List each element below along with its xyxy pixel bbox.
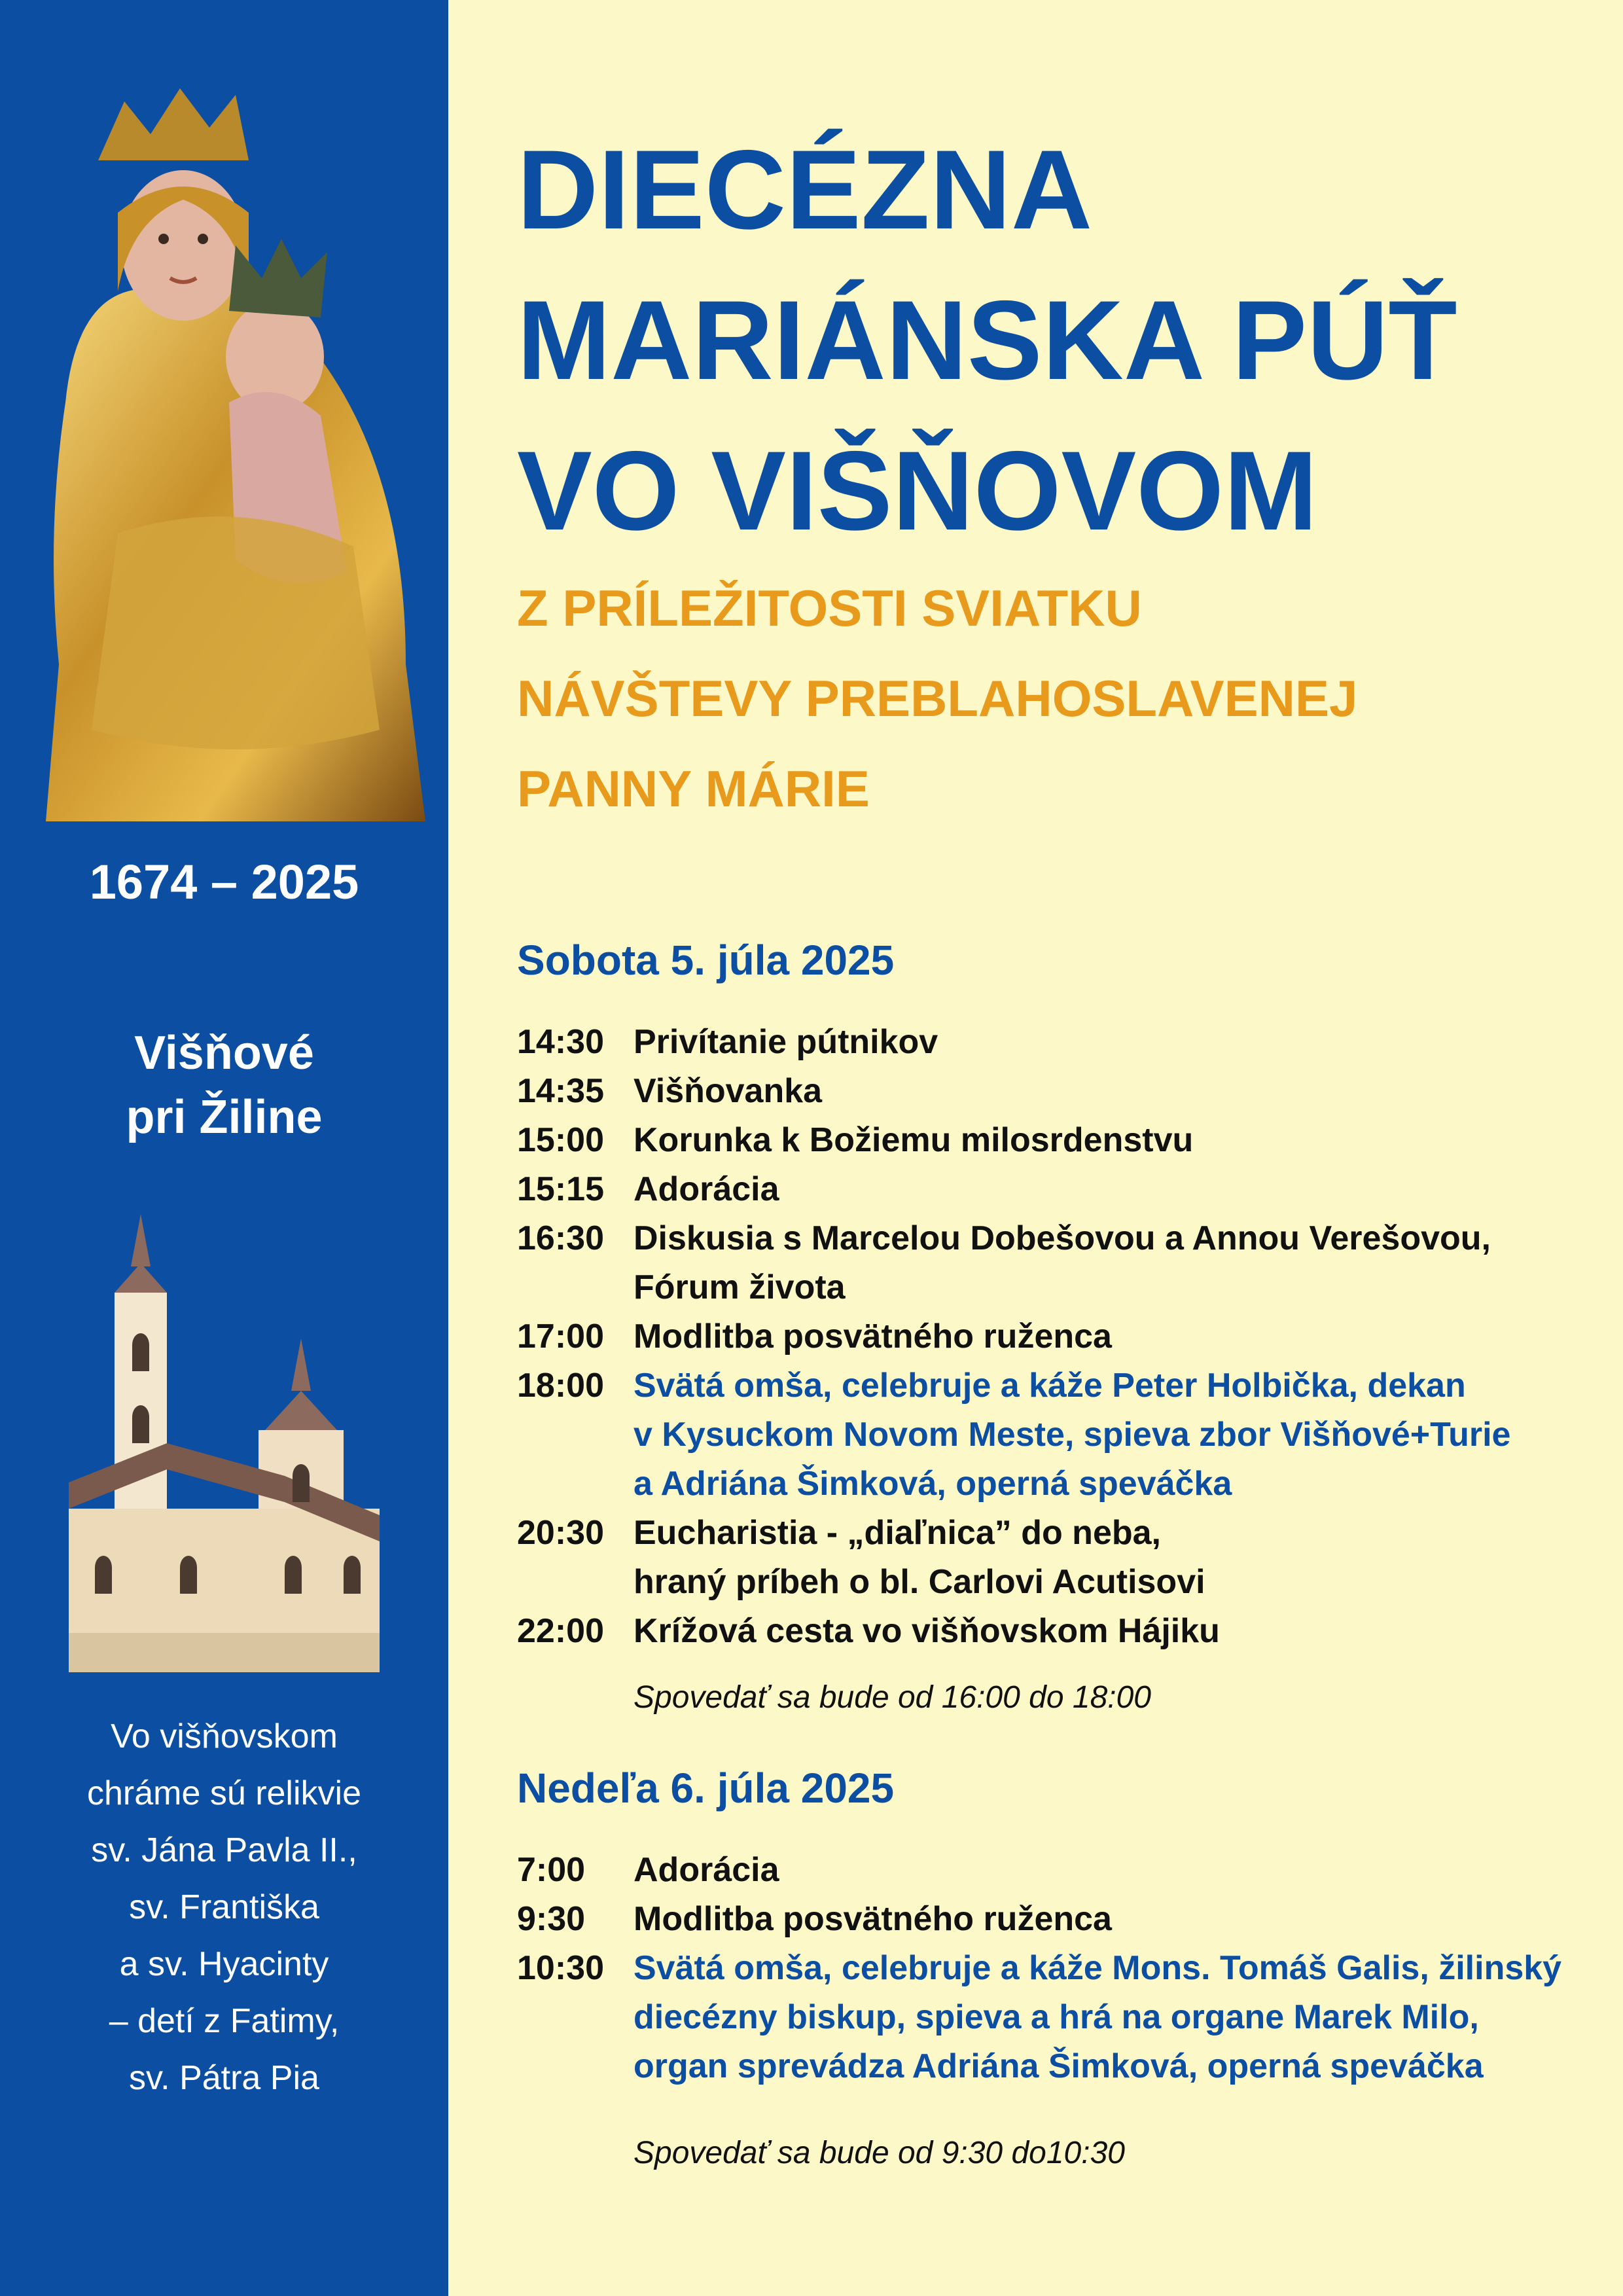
sidebar xyxy=(0,0,448,2296)
schedule-row xyxy=(517,1067,1590,1116)
years-label: 1674 – 2025 xyxy=(89,855,359,909)
schedule-text xyxy=(633,1361,1590,1509)
schedule-time: 10:30 xyxy=(517,1949,604,1987)
schedule-time: 18:00 xyxy=(517,1367,604,1405)
relics-line: Vo višňovskom xyxy=(111,1717,338,1755)
schedule-text xyxy=(633,1509,1590,1607)
schedule-row xyxy=(517,1214,1590,1312)
schedule-line: Modlitba posvätného ruženca xyxy=(633,1900,1112,1938)
title-line: VO VIŠŇOVOM xyxy=(517,428,1318,554)
relics-line: – detí z Fatimy, xyxy=(109,2002,340,2040)
page-subtitle xyxy=(517,563,1357,834)
schedule-line: Korunka k Božiemu milosrdenstvu xyxy=(633,1121,1194,1159)
schedule-text xyxy=(633,1018,1590,1067)
schedule-line: Adorácia xyxy=(633,1851,779,1889)
schedule-line: Krížová cesta vo višňovskom Hájiku xyxy=(633,1612,1220,1650)
schedule-time: 9:30 xyxy=(517,1900,586,1938)
schedule-time: 7:00 xyxy=(517,1851,586,1889)
schedule-line: Fórum života xyxy=(633,1268,846,1306)
subtitle-line: PANNY MÁRIE xyxy=(517,760,870,817)
relics-text xyxy=(0,1708,448,2107)
title-line: DIECÉZNA xyxy=(517,127,1093,253)
schedule-time: 14:30 xyxy=(517,1023,604,1061)
schedule-line: v Kysuckom Novom Meste, spieva zbor Višňové+Turie xyxy=(633,1416,1511,1454)
schedule-time: 15:15 xyxy=(517,1170,604,1208)
schedule-text xyxy=(633,1846,1590,1895)
schedule-row xyxy=(517,1018,1590,1067)
schedule-line: Svätá omša, celebruje a káže Peter Holbička, dekan xyxy=(633,1367,1466,1405)
place-name xyxy=(0,1021,448,1149)
subtitle-line: Z PRÍLEŽITOSTI SVIATKU xyxy=(517,579,1142,637)
subtitle-line: NÁVŠTEVY PREBLAHOSLAVENEJ xyxy=(517,670,1358,727)
schedule-line: organ sprevádza Adriána Šimková, operná speváčka xyxy=(633,2047,1484,2085)
schedule-row-mass xyxy=(517,1944,1590,2091)
relics-line: chráme sú relikvie xyxy=(86,1774,362,1812)
page-title xyxy=(517,115,1457,566)
schedule-text xyxy=(633,1067,1590,1116)
schedule-row xyxy=(517,1165,1590,1214)
schedule-time: 22:00 xyxy=(517,1612,604,1650)
saturday-confession-note: Spovedať sa bude od 16:00 do 18:00 xyxy=(633,1680,1151,1715)
schedule-line: Privítanie pútnikov xyxy=(633,1023,938,1061)
schedule-time: 17:00 xyxy=(517,1318,604,1355)
schedule-line: hraný príbeh o bl. Carlovi Acutisovi xyxy=(633,1563,1205,1601)
schedule-line: diecézny biskup, spieva a hrá na organe Marek Milo, xyxy=(633,1998,1479,2036)
relics-line: sv. Jána Pavla II., xyxy=(91,1831,357,1869)
schedule-line: a Adriána Šimková, operná speváčka xyxy=(633,1465,1232,1503)
schedule-row xyxy=(517,1895,1590,1944)
schedule-line: Višňovanka xyxy=(633,1072,823,1110)
saturday-heading: Sobota 5. júla 2025 xyxy=(517,937,895,984)
schedule-time: 20:30 xyxy=(517,1514,604,1552)
sunday-schedule xyxy=(517,1846,1590,2091)
schedule-text xyxy=(633,1895,1590,1944)
schedule-line: Diskusia s Marcelou Dobešovou a Annou Verešovou, xyxy=(633,1219,1491,1257)
schedule-row xyxy=(517,1509,1590,1607)
schedule-line: Adorácia xyxy=(633,1170,779,1208)
schedule-row-mass xyxy=(517,1361,1590,1509)
title-line: MARIÁNSKA PÚŤ xyxy=(517,278,1457,403)
madonna-statue-image xyxy=(39,75,432,834)
sunday-heading: Nedeľa 6. júla 2025 xyxy=(517,1765,895,1812)
schedule-time: 15:00 xyxy=(517,1121,604,1159)
schedule-text xyxy=(633,1214,1590,1312)
relics-line: sv. Pátra Pia xyxy=(129,2059,319,2097)
schedule-row xyxy=(517,1116,1590,1165)
schedule-row xyxy=(517,1607,1590,1656)
sunday-confession-note: Spovedať sa bude od 9:30 do10:30 xyxy=(633,2136,1125,2170)
schedule-text xyxy=(633,1312,1590,1361)
schedule-time: 14:35 xyxy=(517,1072,604,1110)
schedule-row xyxy=(517,1846,1590,1895)
schedule-text xyxy=(633,1944,1590,2091)
schedule-text xyxy=(633,1607,1590,1656)
schedule-line: Eucharistia - „diaľnica” do neba, xyxy=(633,1514,1161,1552)
relics-line: a sv. Hyacinty xyxy=(119,1945,329,1983)
schedule-time: 16:30 xyxy=(517,1219,604,1257)
place-line: pri Žiline xyxy=(126,1091,323,1143)
relics-line: sv. Františka xyxy=(129,1888,319,1926)
church-image xyxy=(69,1214,380,1672)
schedule-row xyxy=(517,1312,1590,1361)
schedule-text xyxy=(633,1116,1590,1165)
place-line: Višňové xyxy=(134,1027,314,1079)
schedule-line: Svätá omša, celebruje a káže Mons. Tomáš Galis, žilinský xyxy=(633,1949,1562,1987)
schedule-line: Modlitba posvätného ruženca xyxy=(633,1318,1112,1355)
schedule-text xyxy=(633,1165,1590,1214)
saturday-schedule xyxy=(517,1018,1590,1656)
